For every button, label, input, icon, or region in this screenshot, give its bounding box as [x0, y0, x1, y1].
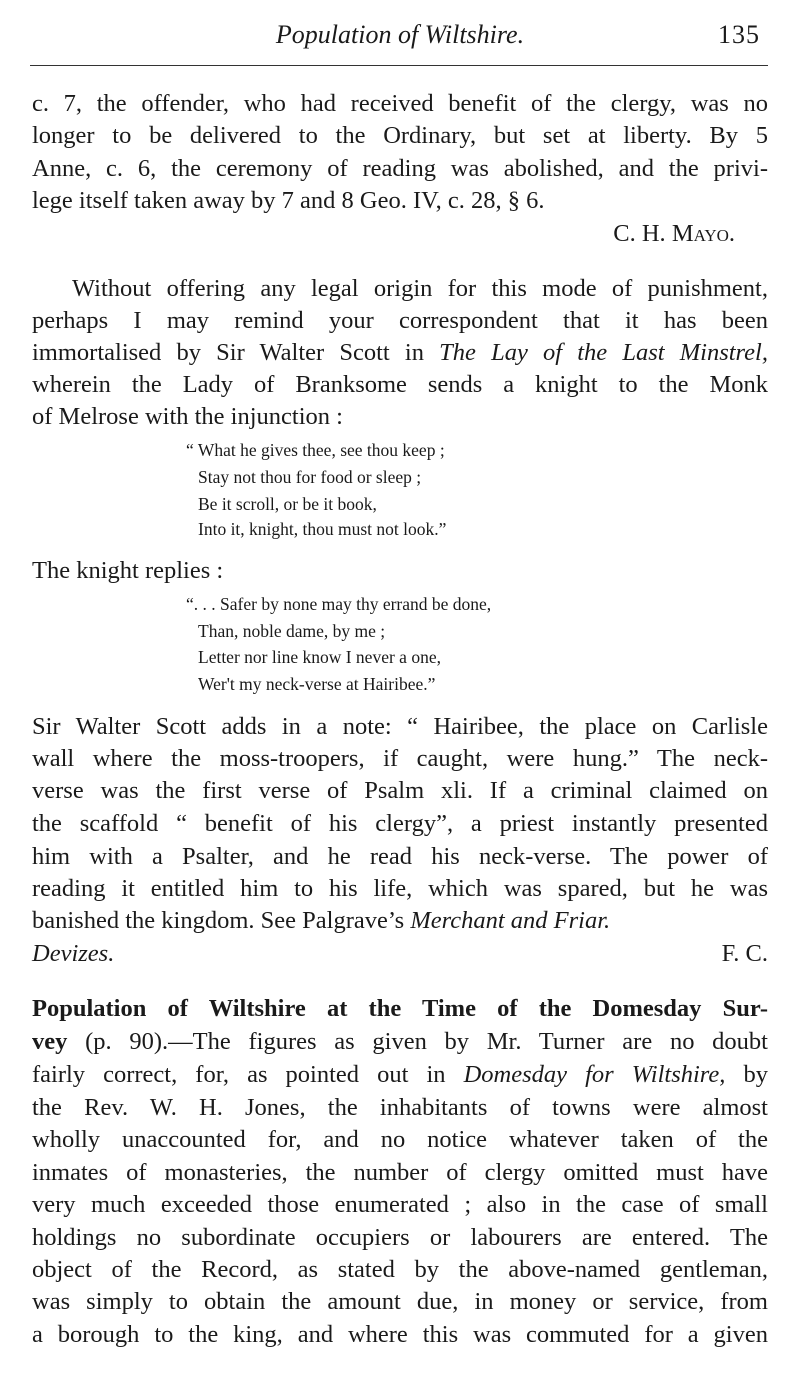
- text-segment: c. 7, the offender, who had received benefit of the clergy, was no: [32, 90, 768, 117]
- text-line: [32, 1059, 768, 1091]
- text-line: [32, 1254, 768, 1286]
- text-segment: Be it scroll, or be it book,: [198, 494, 377, 514]
- text-segment: fairly correct, for, as pointed out in: [32, 1061, 464, 1088]
- text-segment: the scaffold “ benefit of his clergy”, a priest instantly presented: [32, 810, 768, 837]
- text-line: [32, 1092, 768, 1124]
- text-line: [32, 808, 768, 840]
- text-segment: Anne, c. 6, the ceremony of reading was abolished, and the privi-: [32, 155, 768, 182]
- text-segment: (p. 90).—The figures as given by Mr. Turner are no doubt: [67, 1028, 768, 1055]
- text-line: [72, 273, 768, 305]
- text-segment: very much exceeded those enumerated ; also in the case of small: [32, 1191, 768, 1218]
- text-line: [32, 905, 768, 937]
- page-number: 135: [718, 20, 760, 49]
- text-segment: Mayo.: [671, 220, 735, 247]
- text-segment: of Melrose with the injunction :: [32, 403, 343, 430]
- text-line: [32, 1189, 768, 1221]
- text-segment: Without offering any legal origin for this mode of punishment,: [72, 275, 768, 302]
- text-segment: verse was the first verse of Psalm xli. If a criminal claimed on: [32, 777, 768, 804]
- text-segment: banished the kingdom. See Palgrave’s: [32, 907, 411, 934]
- text-line: [32, 841, 768, 873]
- text-segment: object of the Record, as stated by the above-named gentleman,: [32, 1256, 768, 1283]
- text-segment: C. H.: [613, 220, 672, 247]
- text-line: [32, 1222, 768, 1254]
- header-rule: [30, 65, 768, 66]
- text-line: [32, 401, 768, 433]
- bold-heading: Population of Wiltshire at the Time of the Domesday Sur-: [32, 995, 768, 1022]
- text-segment: Stay not thou for food or sleep ;: [198, 467, 422, 487]
- text-line: [32, 185, 768, 217]
- verse-line: [198, 513, 698, 545]
- text-line: [32, 993, 768, 1025]
- text-line: [32, 120, 768, 152]
- italic-text: The Lay of the Last Minstrel,: [439, 339, 768, 366]
- text-segment: reading it entitled him to his life, which was spared, but he was: [32, 875, 768, 902]
- text-line: [32, 153, 768, 185]
- text-segment: Wer't my neck-verse at Hairibee.”: [198, 674, 436, 694]
- text-segment: inmates of monasteries, the number of clergy omitted must have: [32, 1159, 768, 1186]
- text-line: [32, 1026, 768, 1058]
- text-line: [32, 555, 768, 587]
- text-line: [32, 88, 768, 120]
- text-segment: a borough to the king, and where this was commuted for a given: [32, 1321, 768, 1348]
- text-segment: longer to be delivered to the Ordinary, but set at liberty. By 5: [32, 122, 768, 149]
- text-segment: wall where the moss-troopers, if caught, were hung.” The neck-: [32, 745, 768, 772]
- verse-line: [198, 668, 698, 700]
- text-segment: wherein the Lady of Branksome sends a knight to the Monk: [32, 371, 768, 398]
- text-segment: wholly unaccounted for, and no notice whatever taken of the: [32, 1126, 768, 1153]
- running-header-title: Population of Wiltshire.: [275, 20, 525, 49]
- text-line: [32, 1124, 768, 1156]
- text-segment: Than, noble dame, by me ;: [198, 621, 386, 641]
- text-segment: Letter nor line know I never a one,: [198, 647, 441, 667]
- italic-text: Merchant and Friar.: [410, 907, 611, 934]
- text-segment: perhaps I may remind your correspondent that it has been: [32, 307, 768, 334]
- bold-heading: vey: [32, 1028, 68, 1055]
- text-segment: F. C.: [721, 940, 768, 967]
- text-line: [32, 938, 768, 970]
- text-segment: lege itself taken away by 7 and 8 Geo. IV, c. 28, § 6.: [32, 187, 545, 214]
- italic-text: Devizes.: [32, 940, 115, 967]
- text-line: [32, 305, 768, 337]
- text-line: [32, 337, 768, 369]
- text-line: [32, 1319, 768, 1351]
- text-segment: immortalised by Sir Walter Scott in: [32, 339, 440, 366]
- text-line: [32, 1286, 768, 1318]
- text-segment: Sir Walter Scott adds in a note: “ Hairibee, the place on Carlisle: [32, 713, 768, 740]
- text-segment: the Rev. W. H. Jones, the inhabitants of towns were almost: [32, 1094, 768, 1121]
- text-line: [32, 218, 735, 250]
- text-segment: holdings no subordinate occupiers or labourers are entered. The: [32, 1224, 768, 1251]
- text-line: [32, 369, 768, 401]
- text-line: [32, 1157, 768, 1189]
- text-line: [32, 775, 768, 807]
- text-segment: The knight replies :: [32, 557, 224, 584]
- text-line: [32, 873, 768, 905]
- text-segment: by: [725, 1061, 768, 1088]
- text-segment: him with a Psalter, and he read his neck-verse. The power of: [32, 843, 768, 870]
- text-line: [32, 743, 768, 775]
- italic-text: Domesday for Wiltshire,: [463, 1061, 726, 1088]
- text-segment: Into it, knight, thou must not look.”: [198, 519, 447, 539]
- text-segment: was simply to obtain the amount due, in money or service, from: [32, 1288, 768, 1315]
- text-segment: “ What he gives thee, see thou keep ;: [186, 440, 445, 460]
- text-segment: “. . . Safer by none may thy errand be done,: [186, 594, 492, 614]
- text-line: [32, 711, 768, 743]
